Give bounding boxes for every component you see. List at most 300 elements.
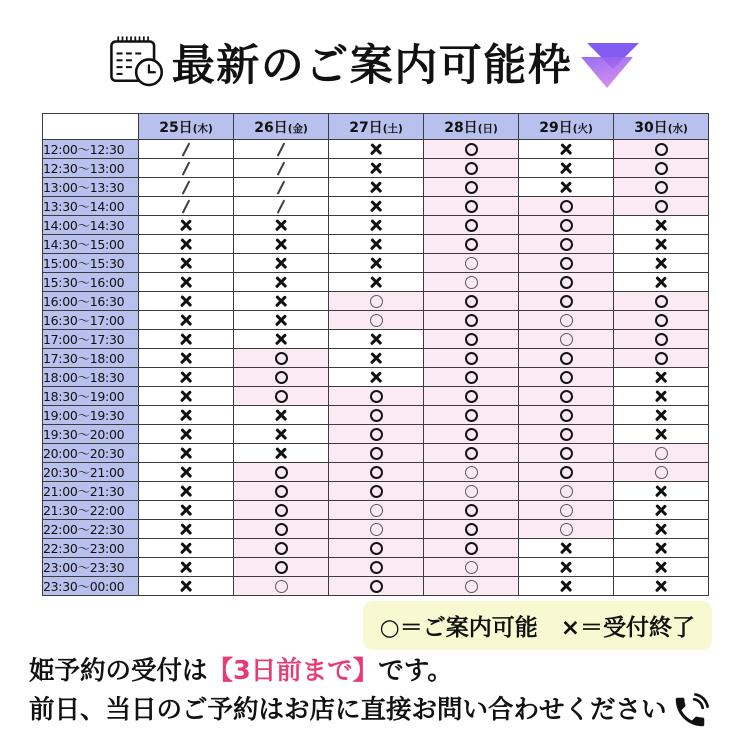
- slot-cell: [234, 577, 329, 596]
- slot-cell: [424, 273, 519, 292]
- slot-cell: [424, 254, 519, 273]
- time-cell: 12:30〜13:00: [43, 159, 139, 178]
- slot-cell: [424, 425, 519, 444]
- cross-icon: [275, 428, 287, 440]
- circle-icon: [370, 390, 383, 403]
- slot-cell: [519, 311, 614, 330]
- cross-icon: [655, 219, 667, 231]
- circle-icon: [465, 276, 478, 289]
- table-row: [43, 311, 709, 330]
- slot-cell: [424, 501, 519, 520]
- cross-icon: [180, 409, 192, 421]
- time-cell: 20:30〜21:00: [43, 463, 139, 482]
- cross-icon: [560, 181, 572, 193]
- cross-icon: [275, 219, 287, 231]
- legend-box: [363, 601, 712, 650]
- cross-icon: [180, 466, 192, 478]
- circle-icon: [370, 485, 383, 498]
- circle-icon: [465, 143, 478, 156]
- slot-cell: [234, 159, 329, 178]
- slot-cell: [234, 254, 329, 273]
- cross-icon: [655, 580, 667, 592]
- circle-icon: [370, 523, 383, 536]
- slot-cell: [519, 463, 614, 482]
- slot-cell: [234, 140, 329, 159]
- slot-cell: [614, 216, 709, 235]
- slot-cell: [614, 444, 709, 463]
- circle-icon: [370, 466, 383, 479]
- slot-cell: [234, 482, 329, 501]
- slot-cell: [329, 406, 424, 425]
- table-row: [43, 197, 709, 216]
- slot-cell: [329, 254, 424, 273]
- cross-icon: [180, 371, 192, 383]
- slot-cell: [614, 349, 709, 368]
- circle-icon: [465, 314, 478, 327]
- slot-cell: [139, 482, 234, 501]
- cross-icon: [655, 485, 667, 497]
- circle-icon: [655, 200, 668, 213]
- time-cell: 13:30〜14:00: [43, 197, 139, 216]
- day-header-cell: 28日(日): [424, 114, 519, 140]
- slot-cell: [614, 159, 709, 178]
- slot-cell: [329, 482, 424, 501]
- cross-icon: [180, 580, 192, 592]
- cross-icon: [655, 542, 667, 554]
- cross-icon: [275, 276, 287, 288]
- time-cell: 17:00〜17:30: [43, 330, 139, 349]
- circle-icon: [560, 257, 573, 270]
- cross-icon: [180, 219, 192, 231]
- slot-cell: [424, 539, 519, 558]
- table-row: [43, 577, 709, 596]
- slot-cell: [234, 463, 329, 482]
- cross-icon: [180, 333, 192, 345]
- slot-cell: [614, 235, 709, 254]
- slot-cell: [424, 330, 519, 349]
- slot-cell: [614, 577, 709, 596]
- slot-cell: [519, 539, 614, 558]
- page-header: [0, 28, 750, 96]
- slot-cell: [614, 140, 709, 159]
- circle-icon: [560, 447, 573, 460]
- cross-icon: [370, 219, 382, 231]
- cross-icon: [655, 371, 667, 383]
- cross-icon: [180, 276, 192, 288]
- page-title: 最新のご案内可能枠: [171, 40, 573, 91]
- slot-cell: [614, 254, 709, 273]
- footer-line1: [29, 654, 709, 689]
- time-cell: 19:30〜20:00: [43, 425, 139, 444]
- slot-cell: [329, 216, 424, 235]
- day-header-cell: 27日(土): [329, 114, 424, 140]
- time-cell: 20:00〜20:30: [43, 444, 139, 463]
- circle-icon: [560, 390, 573, 403]
- circle-icon: [465, 352, 478, 365]
- circle-icon: [275, 371, 288, 384]
- table-row: [43, 330, 709, 349]
- cross-icon: [655, 257, 667, 269]
- slash-icon: [182, 161, 190, 175]
- cross-icon: [180, 542, 192, 554]
- circle-icon: [560, 200, 573, 213]
- slot-cell: [519, 178, 614, 197]
- slash-icon: [277, 180, 285, 194]
- slot-cell: [139, 159, 234, 178]
- time-cell: 17:30〜18:00: [43, 349, 139, 368]
- slot-cell: [234, 216, 329, 235]
- slot-cell: [614, 520, 709, 539]
- slot-cell: [329, 501, 424, 520]
- slot-cell: [139, 387, 234, 406]
- time-cell: 22:00〜22:30: [43, 520, 139, 539]
- slot-cell: [519, 425, 614, 444]
- circle-icon: [465, 238, 478, 251]
- footer-line2: [29, 689, 709, 731]
- slot-cell: [614, 197, 709, 216]
- slot-cell: [519, 140, 614, 159]
- circle-icon: [560, 314, 573, 327]
- footer-line1-suffix: です。: [378, 656, 453, 686]
- time-cell: 13:00〜13:30: [43, 178, 139, 197]
- slot-cell: [519, 368, 614, 387]
- slot-cell: [519, 501, 614, 520]
- cross-icon: [370, 257, 382, 269]
- slot-cell: [139, 197, 234, 216]
- slot-cell: [519, 349, 614, 368]
- circle-icon: [655, 295, 668, 308]
- slot-cell: [329, 159, 424, 178]
- slot-cell: [234, 349, 329, 368]
- circle-icon: [275, 523, 288, 536]
- slot-cell: [139, 273, 234, 292]
- time-cell: 14:00〜14:30: [43, 216, 139, 235]
- slot-cell: [424, 197, 519, 216]
- slot-cell: [234, 292, 329, 311]
- cross-icon: [560, 162, 572, 174]
- slash-icon: [277, 142, 285, 156]
- slot-cell: [234, 539, 329, 558]
- slot-cell: [329, 178, 424, 197]
- slot-cell: [329, 444, 424, 463]
- slot-cell: [234, 330, 329, 349]
- cross-icon: [275, 314, 287, 326]
- cross-icon: [370, 143, 382, 155]
- slot-cell: [519, 235, 614, 254]
- circle-icon: [655, 333, 668, 346]
- cross-icon: [370, 200, 382, 212]
- cross-icon: [370, 333, 382, 345]
- slot-cell: [234, 197, 329, 216]
- cross-icon: [655, 428, 667, 440]
- slot-cell: [329, 558, 424, 577]
- slot-cell: [139, 368, 234, 387]
- slot-cell: [139, 216, 234, 235]
- circle-icon: [560, 466, 573, 479]
- slash-icon: [182, 180, 190, 194]
- circle-icon: [560, 504, 573, 517]
- slot-cell: [614, 501, 709, 520]
- slot-cell: [234, 444, 329, 463]
- time-cell: 12:00〜12:30: [43, 140, 139, 159]
- circle-icon: [465, 542, 478, 555]
- slot-cell: [139, 425, 234, 444]
- circle-icon: [370, 504, 383, 517]
- slot-cell: [139, 330, 234, 349]
- circle-icon: [275, 504, 288, 517]
- circle-icon: [465, 466, 478, 479]
- slot-cell: [424, 349, 519, 368]
- cross-icon: [560, 561, 572, 573]
- circle-icon: [275, 466, 288, 479]
- day-header-cell: 29日(火): [519, 114, 614, 140]
- table-row: [43, 539, 709, 558]
- cross-icon: [180, 295, 192, 307]
- legend-text: ○＝ご案内可能 ×＝受付終了: [379, 615, 695, 641]
- circle-icon: [465, 295, 478, 308]
- cross-icon: [275, 295, 287, 307]
- cross-icon: [275, 333, 287, 345]
- slot-cell: [234, 273, 329, 292]
- slot-cell: [139, 520, 234, 539]
- circle-icon: [465, 371, 478, 384]
- cross-icon: [275, 257, 287, 269]
- availability-table: [42, 113, 708, 596]
- slot-cell: [234, 501, 329, 520]
- circle-icon: [370, 295, 383, 308]
- slot-cell: [329, 539, 424, 558]
- circle-icon: [465, 200, 478, 213]
- slot-cell: [614, 311, 709, 330]
- cross-icon: [180, 238, 192, 250]
- time-cell: 18:30〜19:00: [43, 387, 139, 406]
- cross-icon: [275, 238, 287, 250]
- cross-icon: [370, 276, 382, 288]
- circle-icon: [370, 428, 383, 441]
- table-row: [43, 463, 709, 482]
- cross-icon: [655, 238, 667, 250]
- slot-cell: [329, 368, 424, 387]
- slot-cell: [139, 463, 234, 482]
- day-header-cell: 26日(金): [234, 114, 329, 140]
- circle-icon: [465, 561, 478, 574]
- cross-icon: [370, 352, 382, 364]
- slot-cell: [614, 330, 709, 349]
- slot-cell: [139, 539, 234, 558]
- circle-icon: [560, 352, 573, 365]
- slot-cell: [139, 577, 234, 596]
- circle-icon: [560, 238, 573, 251]
- slot-cell: [234, 558, 329, 577]
- calendar-clock-icon: [108, 34, 166, 90]
- circle-icon: [465, 409, 478, 422]
- slot-cell: [614, 558, 709, 577]
- cross-icon: [180, 523, 192, 535]
- time-cell: 23:00〜23:30: [43, 558, 139, 577]
- slash-icon: [182, 199, 190, 213]
- slot-cell: [234, 387, 329, 406]
- slot-cell: [424, 368, 519, 387]
- slot-cell: [234, 311, 329, 330]
- slot-cell: [424, 235, 519, 254]
- slot-cell: [234, 425, 329, 444]
- table-row: [43, 558, 709, 577]
- slot-cell: [139, 501, 234, 520]
- slot-cell: [424, 444, 519, 463]
- footer-line1-prefix: 姫予約の受付は: [29, 656, 208, 686]
- corner-cell: [43, 114, 139, 140]
- cross-icon: [655, 561, 667, 573]
- cross-icon: [655, 523, 667, 535]
- slot-cell: [329, 235, 424, 254]
- table-row: [43, 273, 709, 292]
- circle-icon: [560, 409, 573, 422]
- circle-icon: [560, 333, 573, 346]
- circle-icon: [655, 466, 668, 479]
- time-cell: 21:00〜21:30: [43, 482, 139, 501]
- time-cell: 16:00〜16:30: [43, 292, 139, 311]
- table-row: [43, 235, 709, 254]
- slot-cell: [139, 292, 234, 311]
- cross-icon: [180, 428, 192, 440]
- table-row: [43, 159, 709, 178]
- circle-icon: [560, 428, 573, 441]
- slot-cell: [329, 140, 424, 159]
- slot-cell: [614, 406, 709, 425]
- deadline-highlight: 【3日前まで】: [207, 656, 379, 686]
- circle-icon: [465, 504, 478, 517]
- slot-cell: [614, 425, 709, 444]
- slot-cell: [519, 216, 614, 235]
- slot-cell: [329, 387, 424, 406]
- cross-icon: [180, 257, 192, 269]
- circle-icon: [465, 428, 478, 441]
- cross-icon: [180, 390, 192, 402]
- slot-cell: [139, 235, 234, 254]
- table-row: [43, 387, 709, 406]
- circle-icon: [275, 542, 288, 555]
- circle-icon: [465, 333, 478, 346]
- slot-cell: [424, 463, 519, 482]
- slot-cell: [519, 273, 614, 292]
- slot-cell: [614, 292, 709, 311]
- circle-icon: [465, 219, 478, 232]
- cross-icon: [275, 447, 287, 459]
- slot-cell: [614, 273, 709, 292]
- slot-cell: [139, 178, 234, 197]
- circle-icon: [560, 485, 573, 498]
- table-row: [43, 216, 709, 235]
- slot-cell: [139, 311, 234, 330]
- circle-icon: [465, 580, 478, 593]
- cross-icon: [655, 409, 667, 421]
- cross-icon: [370, 181, 382, 193]
- time-cell: 21:30〜22:00: [43, 501, 139, 520]
- day-header-cell: 30日(水): [614, 114, 709, 140]
- slot-cell: [519, 558, 614, 577]
- slot-cell: [329, 349, 424, 368]
- time-cell: 14:30〜15:00: [43, 235, 139, 254]
- circle-icon: [465, 485, 478, 498]
- cross-icon: [370, 238, 382, 250]
- slot-cell: [519, 577, 614, 596]
- slot-cell: [519, 482, 614, 501]
- slot-cell: [424, 159, 519, 178]
- slot-cell: [234, 235, 329, 254]
- time-cell: 18:00〜18:30: [43, 368, 139, 387]
- slot-cell: [424, 140, 519, 159]
- cross-icon: [655, 276, 667, 288]
- table-row: [43, 406, 709, 425]
- slot-cell: [139, 406, 234, 425]
- slot-cell: [139, 444, 234, 463]
- cross-icon: [180, 447, 192, 459]
- phone-icon: [671, 693, 709, 731]
- slot-cell: [614, 539, 709, 558]
- circle-icon: [370, 580, 383, 593]
- cross-icon: [180, 561, 192, 573]
- slot-cell: [614, 368, 709, 387]
- slot-cell: [614, 387, 709, 406]
- table-row: [43, 178, 709, 197]
- slot-cell: [424, 577, 519, 596]
- circle-icon: [275, 580, 288, 593]
- circle-icon: [370, 409, 383, 422]
- circle-icon: [560, 371, 573, 384]
- circle-icon: [560, 295, 573, 308]
- slot-cell: [424, 406, 519, 425]
- circle-icon: [465, 257, 478, 270]
- circle-icon: [275, 390, 288, 403]
- circle-icon: [465, 162, 478, 175]
- circle-icon: [370, 314, 383, 327]
- table-row: [43, 254, 709, 273]
- slot-cell: [614, 482, 709, 501]
- time-cell: 19:00〜19:30: [43, 406, 139, 425]
- slash-icon: [277, 199, 285, 213]
- circle-icon: [275, 352, 288, 365]
- table-row: [43, 140, 709, 159]
- circle-icon: [465, 390, 478, 403]
- time-cell: 22:30〜23:00: [43, 539, 139, 558]
- circle-icon: [370, 561, 383, 574]
- slot-cell: [424, 292, 519, 311]
- slot-cell: [519, 292, 614, 311]
- time-cell: 15:00〜15:30: [43, 254, 139, 273]
- cross-icon: [180, 485, 192, 497]
- slash-icon: [182, 142, 190, 156]
- cross-icon: [655, 504, 667, 516]
- slot-cell: [329, 197, 424, 216]
- slot-cell: [329, 273, 424, 292]
- slot-cell: [234, 520, 329, 539]
- slot-cell: [139, 558, 234, 577]
- cross-icon: [560, 580, 572, 592]
- slot-cell: [519, 520, 614, 539]
- slot-cell: [329, 463, 424, 482]
- circle-icon: [465, 181, 478, 194]
- circle-icon: [655, 352, 668, 365]
- circle-icon: [655, 181, 668, 194]
- slot-cell: [614, 463, 709, 482]
- cross-icon: [560, 143, 572, 155]
- slot-cell: [424, 558, 519, 577]
- table-row: [43, 501, 709, 520]
- table-row: [43, 520, 709, 539]
- time-cell: 16:30〜17:00: [43, 311, 139, 330]
- slot-cell: [329, 292, 424, 311]
- cross-icon: [655, 390, 667, 402]
